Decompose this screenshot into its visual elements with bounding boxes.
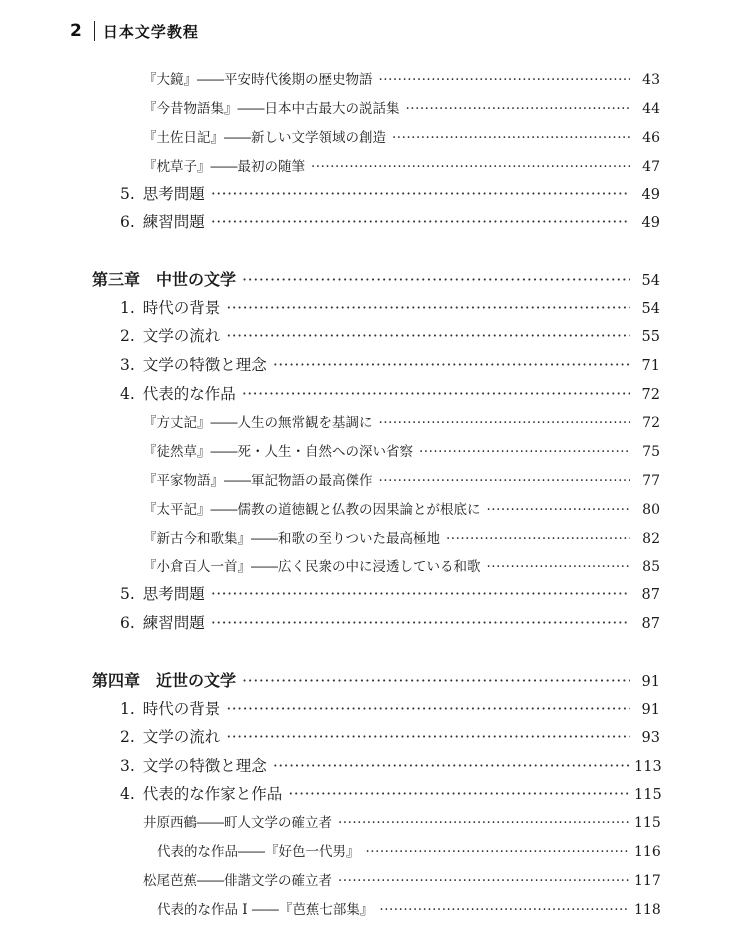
- toc-entry-chapter: [92, 267, 660, 291]
- toc-page-number: 115: [634, 787, 662, 803]
- toc-entry-section: [120, 296, 660, 318]
- section-number: 5.: [120, 585, 135, 603]
- toc-page-number: 75: [642, 444, 660, 460]
- toc-page-number: 93: [641, 730, 660, 746]
- toc-page-number: 54: [641, 301, 660, 317]
- toc-entry-work: [143, 411, 660, 431]
- toc-page-number: 49: [641, 187, 660, 203]
- section-number: 5.: [120, 185, 135, 203]
- dot-leader: [242, 671, 630, 690]
- section-number: 1.: [120, 700, 135, 718]
- toc-page-number: 55: [641, 329, 660, 345]
- toc-entry-section: [120, 697, 660, 719]
- toc-page-number: 49: [641, 215, 660, 231]
- toc-entry-section: [120, 725, 660, 747]
- dot-leader: [226, 299, 630, 317]
- dot-leader: [392, 130, 630, 146]
- toc-entry-label: 『小倉百人一首』――広く民衆の中に浸透している和歌: [143, 559, 481, 575]
- dot-leader: [446, 531, 630, 547]
- section-number: 4.: [120, 385, 135, 403]
- toc-entry-work: [157, 840, 660, 860]
- dot-leader: [406, 101, 631, 117]
- toc-entry-label: 『今昔物語集』――日本中古最大の説話集: [143, 101, 400, 117]
- section-number: 2.: [120, 728, 135, 746]
- toc-entry-label: 『新古今和歌集』――和歌の至りついた最高極地: [143, 531, 440, 547]
- toc-entry-author: [143, 869, 660, 889]
- toc-entry-work: [143, 469, 660, 489]
- toc-page-number: 91: [641, 702, 660, 718]
- toc-page-number: 82: [642, 531, 660, 547]
- toc-entry-label: 練習問題: [142, 213, 205, 231]
- running-header: [70, 20, 199, 42]
- dot-leader: [379, 473, 631, 489]
- toc-entry-label: 代表的な作品――『好色一代男』: [157, 844, 360, 860]
- toc-entry-work: [143, 440, 660, 460]
- toc-page-number: 46: [642, 130, 660, 146]
- toc-entry-work: [143, 555, 660, 575]
- toc-entry-label: 『方丈記』――人生の無常観を基調に: [143, 415, 373, 431]
- toc-page-number: 80: [642, 502, 660, 518]
- dot-leader: [487, 502, 631, 518]
- toc-entry-label: 文学の流れ: [142, 327, 221, 345]
- dot-leader: [273, 356, 630, 374]
- toc-entry-label: 練習問題: [142, 614, 205, 632]
- dot-leader: [242, 270, 630, 289]
- toc-entry-label: 井原西鶴――町人文学の確立者: [143, 815, 332, 831]
- toc-entry-chapter: [92, 668, 660, 692]
- toc-entry-label: 時代の背景: [142, 299, 221, 317]
- toc-entry-label: 『徒然草』――死・人生・自然への深い省察: [143, 444, 413, 460]
- dot-leader: [211, 585, 630, 603]
- toc-entry-label: 代表的な作品: [142, 385, 236, 403]
- dot-leader: [338, 873, 630, 889]
- toc-entry-label: 『土佐日記』――新しい文学領域の創造: [143, 130, 386, 146]
- toc-page-number: 115: [634, 815, 661, 831]
- toc-entry-label: 思考問題: [142, 585, 205, 603]
- toc-page-number: 87: [641, 587, 660, 603]
- toc-page-number: 71: [641, 358, 660, 374]
- toc-entry-section: [120, 382, 660, 404]
- toc-page-number: 44: [642, 101, 660, 117]
- section-number: 2.: [120, 327, 135, 345]
- toc-entry-label: 文学の特徴と理念: [142, 757, 267, 775]
- toc-entry-label: 文学の特徴と理念: [142, 356, 267, 374]
- toc-entry-label: 代表的な作品 I ――『芭蕉七部集』: [157, 902, 374, 918]
- section-number: 3.: [120, 757, 135, 775]
- dot-leader: [226, 700, 630, 718]
- toc-entry-work: [143, 68, 660, 88]
- toc-entry-label: 文学の流れ: [142, 728, 221, 746]
- dot-leader: [419, 444, 630, 460]
- toc-page-number: 116: [634, 844, 661, 860]
- dot-leader: [226, 327, 630, 345]
- toc-entry-section: [120, 353, 660, 375]
- section-number: 6.: [120, 213, 135, 231]
- toc-entry-section: [120, 210, 660, 232]
- toc-entry-label: 『大鏡』――平安時代後期の歴史物語: [143, 72, 373, 88]
- toc-page-number: 91: [641, 674, 660, 690]
- toc-entry-section: [120, 582, 660, 604]
- toc-entry-work: [143, 527, 660, 547]
- toc-entry-label: 『枕草子』――最初の随筆: [143, 159, 305, 175]
- dot-leader: [366, 844, 631, 860]
- toc-entry-author: [143, 811, 660, 831]
- dot-leader: [487, 559, 631, 575]
- toc-page-number: 118: [634, 902, 661, 918]
- toc-page-number: 113: [634, 759, 662, 775]
- dot-leader: [379, 415, 631, 431]
- dot-leader: [211, 213, 630, 231]
- toc-entry-work: [143, 498, 660, 518]
- toc-entry-label: 時代の背景: [142, 700, 221, 718]
- toc-entry-label: 松尾芭蕉――俳諧文学の確立者: [143, 873, 332, 889]
- dot-leader: [338, 815, 630, 831]
- toc-entry-work: [143, 155, 660, 175]
- toc-entry-section: [120, 782, 660, 804]
- toc-entry-work: [143, 126, 660, 146]
- toc-entry-section: [120, 611, 660, 633]
- chapter-title: 第三章 中世の文学: [92, 270, 237, 289]
- toc-page-number: 85: [642, 559, 660, 575]
- toc-entry-section: [120, 182, 660, 204]
- toc-entry-label: 代表的な作家と作品: [142, 785, 283, 803]
- toc-page-number: 72: [642, 415, 660, 431]
- dot-leader: [379, 902, 630, 918]
- toc-page-number: 54: [641, 273, 660, 289]
- chapter-title: 第四章 近世の文学: [92, 671, 237, 690]
- book-title: 日本文学教程: [102, 22, 199, 41]
- toc-page-number: 77: [642, 473, 660, 489]
- toc-entry-label: 思考問題: [142, 185, 205, 203]
- toc-page-number: 47: [642, 159, 660, 175]
- dot-leader: [311, 159, 630, 175]
- section-number: 4.: [120, 785, 135, 803]
- section-number: 3.: [120, 356, 135, 374]
- section-number: 1.: [120, 299, 135, 317]
- dot-leader: [379, 72, 631, 88]
- dot-leader: [288, 785, 630, 803]
- dot-leader: [211, 614, 630, 632]
- toc-entry-work: [157, 898, 660, 918]
- toc-page-number: 43: [642, 72, 660, 88]
- toc-entry-section: [120, 324, 660, 346]
- toc-page-number: 87: [641, 616, 660, 632]
- dot-leader: [242, 385, 630, 403]
- toc-page-number: 72: [641, 387, 660, 403]
- toc-entry-work: [143, 97, 660, 117]
- header-divider: [94, 21, 95, 41]
- toc-entry-label: 『太平記』――儒教の道徳観と仏教の因果論とが根底に: [143, 502, 481, 518]
- page-number: 2: [70, 21, 82, 41]
- section-number: 6.: [120, 614, 135, 632]
- dot-leader: [226, 728, 630, 746]
- toc-entry-section: [120, 754, 660, 776]
- toc-entry-label: 『平家物語』――軍記物語の最高傑作: [143, 473, 373, 489]
- dot-leader: [211, 185, 630, 203]
- toc-page-number: 117: [634, 873, 661, 889]
- dot-leader: [273, 757, 630, 775]
